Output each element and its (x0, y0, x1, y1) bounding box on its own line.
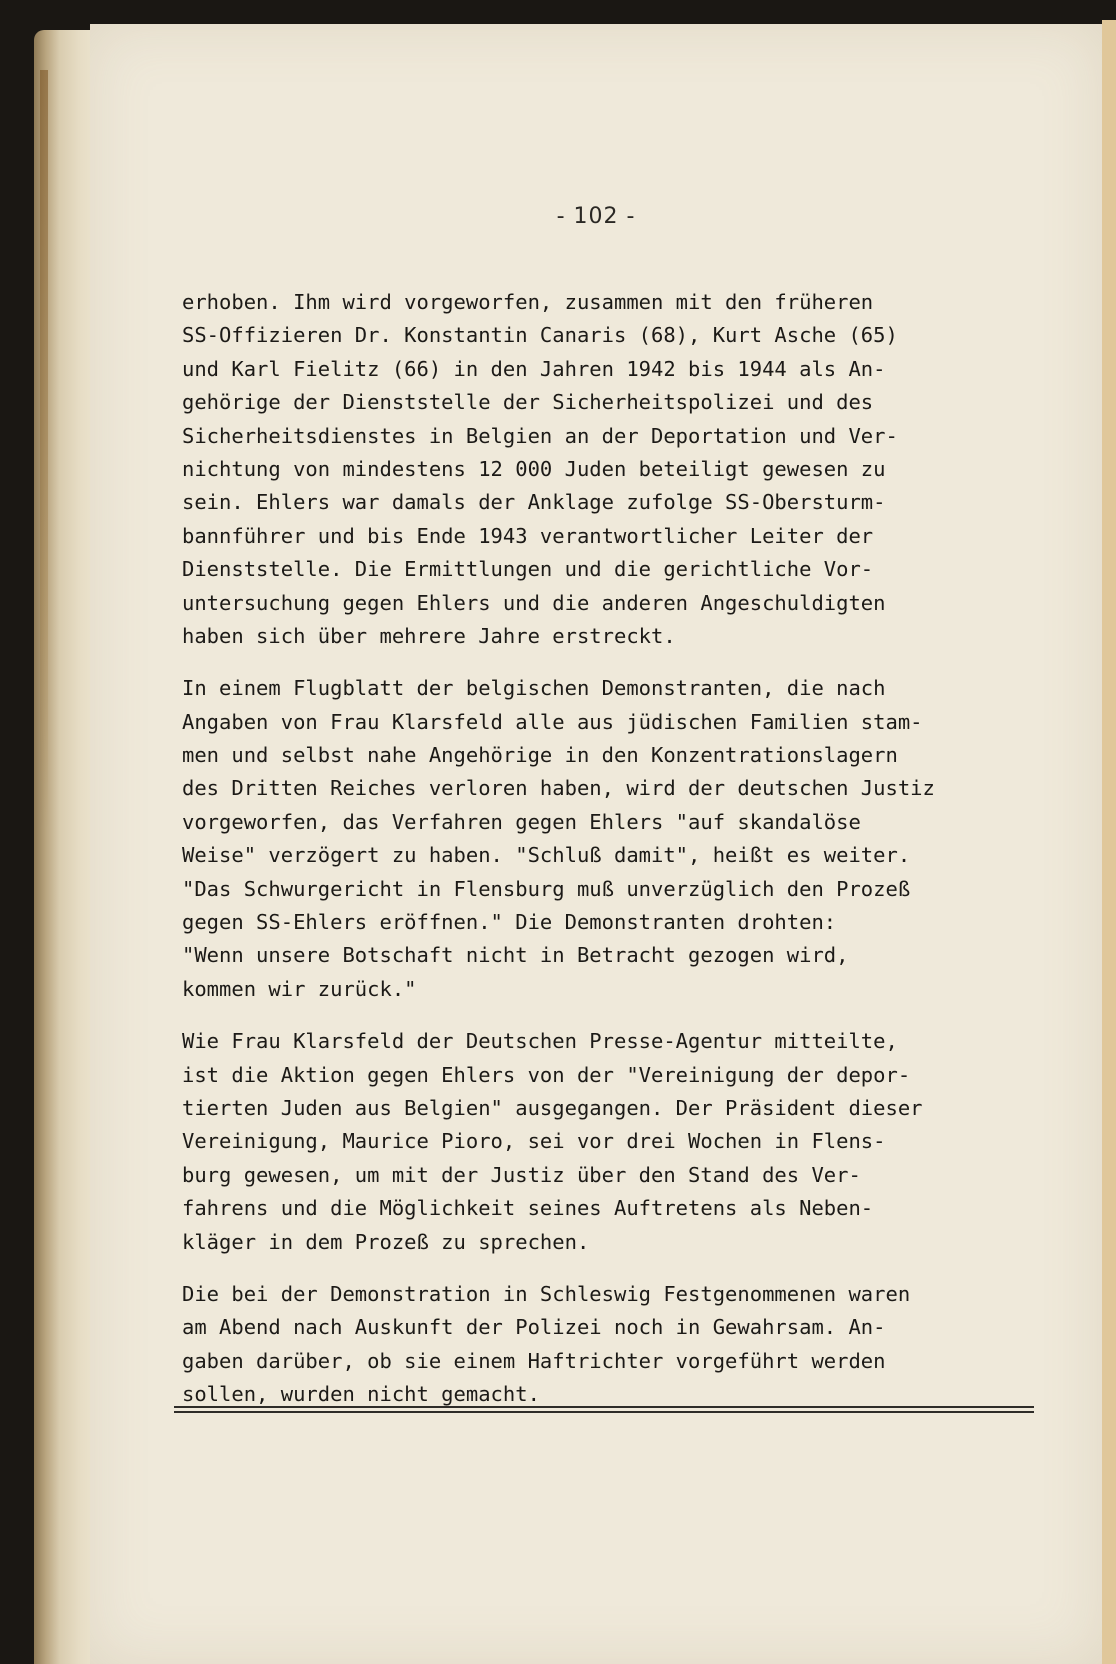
text-line: Angaben von Frau Klarsfeld alle aus jüdischen Familien stam- (182, 709, 923, 734)
text-line: Wie Frau Klarsfeld der Deutschen Presse-Agentur mitteilte, (182, 1029, 898, 1054)
text-line: "Wenn unsere Botschaft nicht in Betracht gezogen wird, (182, 943, 849, 968)
paragraph-1 (182, 286, 1042, 653)
text-line: tierten Juden aus Belgien" ausgegangen. Der Präsident dieser (182, 1095, 923, 1120)
adjacent-page-strip (1102, 20, 1116, 1664)
typewritten-body (182, 286, 1042, 1431)
text-line: kläger in dem Prozeß zu sprechen. (182, 1229, 590, 1254)
text-line: untersuchung gegen Ehlers und die anderen Angeschuldigten (182, 590, 886, 615)
text-line: sein. Ehlers war damals der Anklage zufolge SS-Obersturm- (182, 490, 886, 515)
text-line: bannführer und bis Ende 1943 verantwortlicher Leiter der (182, 523, 874, 548)
text-line: gaben darüber, ob sie einem Haftrichter vorgeführt werden (182, 1348, 886, 1373)
text-line: am Abend nach Auskunft der Polizei noch in Gewahrsam. An- (182, 1315, 886, 1340)
text-line: men und selbst nahe Angehörige in den Konzentrationslagern (182, 743, 898, 768)
text-line: sollen, wurden nicht gemacht. (182, 1382, 540, 1407)
text-line: vorgeworfen, das Verfahren gegen Ehlers "auf skandalöse (182, 809, 861, 834)
text-line: haben sich über mehrere Jahre erstreckt. (182, 623, 676, 648)
text-line: Vereinigung, Maurice Pioro, sei vor drei Wochen in Flens- (182, 1129, 886, 1154)
book-page-edges (34, 30, 98, 1664)
text-line: "Das Schwurgericht in Flensburg muß unverzüglich den Prozeß (182, 876, 911, 901)
text-line: nichtung von mindestens 12 000 Juden beteiligt gewesen zu (182, 456, 886, 481)
text-line: Weise" verzögert zu haben. "Schluß damit", heißt es weiter. (182, 843, 911, 868)
end-rule (174, 1406, 1034, 1413)
paragraph-3 (182, 1025, 1042, 1259)
document-page (90, 24, 1102, 1664)
text-line: gegen SS-Ehlers eröffnen." Die Demonstranten drohten: (182, 910, 837, 935)
page-number: - 102 - (556, 204, 636, 229)
text-line: ist die Aktion gegen Ehlers von der "Vereinigung der depor- (182, 1062, 911, 1087)
paragraph-2 (182, 672, 1042, 1006)
text-line: Dienststelle. Die Ermittlungen und die gerichtliche Vor- (182, 557, 874, 582)
text-line: Die bei der Demonstration in Schleswig Festgenommenen waren (182, 1281, 911, 1306)
text-line: gehörige der Dienststelle der Sicherheitspolizei und des (182, 390, 874, 415)
text-line: SS-Offizieren Dr. Konstantin Canaris (68), Kurt Asche (65) (182, 323, 898, 348)
text-line: fahrens und die Möglichkeit seines Auftretens als Neben- (182, 1196, 874, 1221)
paragraph-4 (182, 1278, 1042, 1412)
text-line: erhoben. Ihm wird vorgeworfen, zusammen mit den früheren (182, 290, 874, 314)
text-line: kommen wir zurück." (182, 976, 417, 1001)
text-line: Sicherheitsdienstes in Belgien an der Deportation und Ver- (182, 423, 898, 448)
text-line: burg gewesen, um mit der Justiz über den Stand des Ver- (182, 1162, 861, 1187)
text-line: In einem Flugblatt der belgischen Demonstranten, die nach (182, 676, 886, 701)
text-line: und Karl Fielitz (66) in den Jahren 1942 bis 1944 als An- (182, 356, 886, 381)
text-line: des Dritten Reiches verloren haben, wird der deutschen Justiz (182, 776, 935, 801)
